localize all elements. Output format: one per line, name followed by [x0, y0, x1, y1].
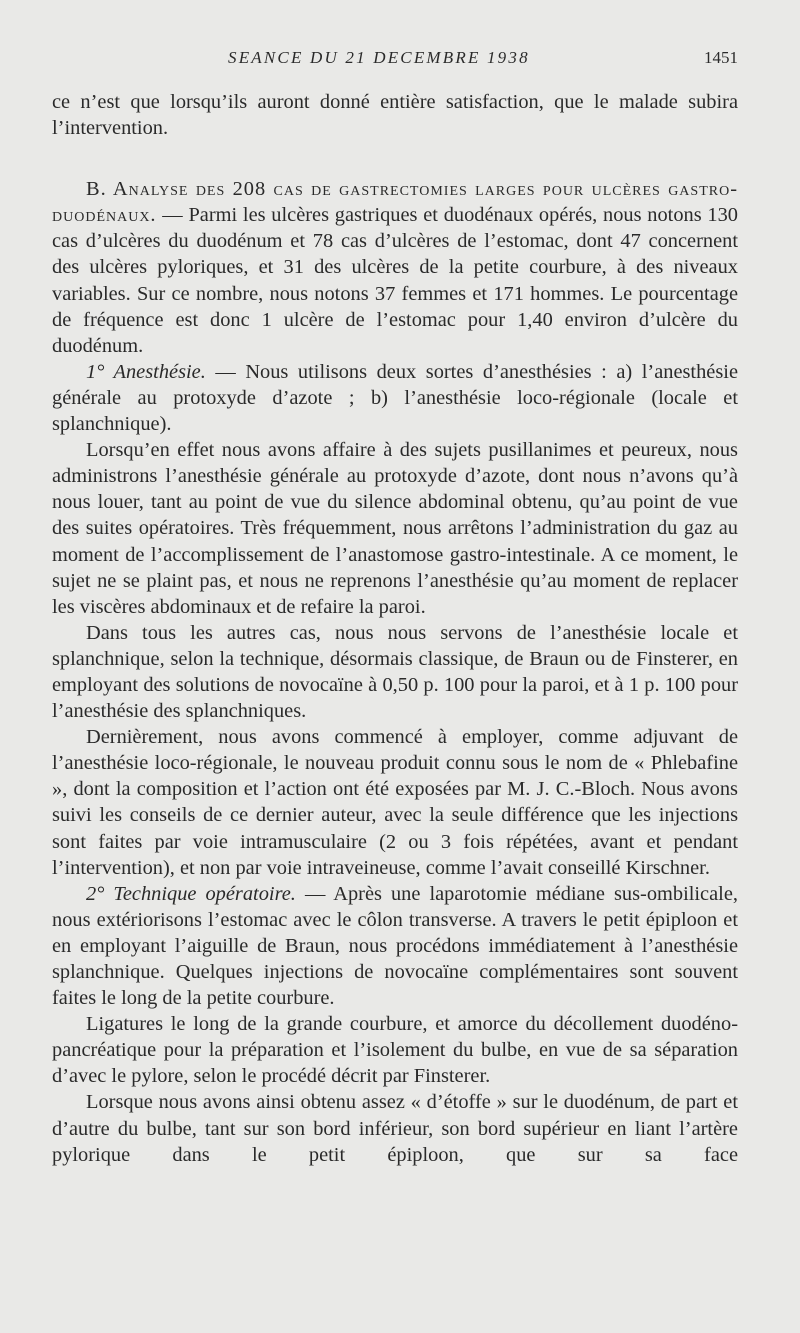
- paragraph-text: — Parmi les ulcères gastriques et duodénaux opérés, nous notons 130 cas d’ulcères du duodénum et 78 cas d’ulcères de l’estomac, dont 47 concernent des ulcères pyloriques, et 31 des ulcères de la petite courbure, à des niveaux variables. Sur ce nombre, nous notons 37 femmes et 171 hommes. Le pourcentage de fréquence est donc 1 ulcère de l’estomac pour 1,40 environ d’ulcère du duodénum.: [52, 204, 738, 357]
- paragraph-text: — Nous utilisons deux sortes d’anesthésies : a) l’anesthésie générale au protoxyde d’azote ; b) l’anesthésie loco-régionale (locale et splanchnique).: [52, 360, 738, 436]
- subsection-paragraph: [52, 881, 738, 1011]
- subsection-paragraph: [52, 359, 738, 437]
- paragraph: ce n’est que lorsqu’ils auront donné entière satisfaction, que le malade subira l’intervention.: [52, 91, 738, 140]
- paragraph: Dernièrement, nous avons commencé à employer, comme adjuvant de l’anesthésie loco-régionale, le nouveau produit connu sous le nom de « Phlebafine », dont la composition et l’action ont été exposées par M. J. C.-Bloch. Nous avons suivi les conseils de ce dernier auteur, avec la seule différence que les injections sont faites par voie intramusculaire (2 ou 3 fois répétées, avant et pendant l’intervention), et non par voie intraveineuse, comme l’avait conseillé Kirschner.: [52, 726, 738, 879]
- body-text: [52, 89, 738, 1168]
- paragraph: Lorsque nous avons ainsi obtenu assez « d’étoffe » sur le duodénum, de part et d’autre du bulbe, tant sur son bord inférieur, son bord supérieur en liant l’artère pylorique dans le petit épiploon, que sur sa face: [52, 1091, 738, 1166]
- paragraph: Ligatures le long de la grande courbure, et amorce du décollement duodéno-pancréatique pour la préparation et l’isolement du bulbe, en vue de sa séparation d’avec le pylore, selon le procédé décrit par Finsterer.: [52, 1013, 738, 1088]
- paragraph-text: — Après une laparotomie médiane sus-ombilicale, nous extériorisons l’estomac avec le côlon transverse. A travers le petit épiploon et en employant l’aiguille de Braun, nous procédons immédiatement à l’anesthésie splanchnique. Quelques injections de novocaïne complémentaires sont souvent faites le long de la petite courbure.: [52, 882, 738, 1010]
- paragraph: Lorsqu’en effet nous avons affaire à des sujets pusillanimes et peureux, nous administrons l’anesthésie générale au protoxyde d’azote, dont nous n’avons qu’à nous louer, tant au point de vue du silence abdominal obtenu, qu’au point de vue des suites opératoires. Très fréquemment, nous arrêtons l’administration du gaz au moment de l’accomplissement de l’anastomose gastro-intestinale. A ce moment, le sujet ne se plaint pas, et nous ne reprenons l’anesthésie qu’au moment de replacer les viscères abdominaux et de refaire la paroi.: [52, 439, 738, 618]
- page-number: 1451: [704, 48, 738, 67]
- running-header: [52, 48, 738, 74]
- paragraph: Dans tous les autres cas, nous nous servons de l’anesthésie locale et splanchnique, selon la technique, désormais classique, de Braun ou de Finsterer, en employant des solutions de novocaïne à 0,50 p. 100 pour la paroi, et à 1 p. 100 pour l’anesthésie des splanchniques.: [52, 621, 738, 723]
- section-gap: [52, 141, 738, 176]
- subsection-heading: 1° Anesthésie.: [86, 360, 206, 383]
- subsection-heading: 2° Technique opératoire.: [86, 882, 296, 905]
- section-paragraph: [52, 176, 738, 359]
- header-title: SEANCE DU 21 DECEMBRE 1938: [228, 48, 530, 67]
- section-heading: B. Analyse des 208 cas de gastrectomies larges pour ulcères gastro-duodénaux.: [52, 178, 738, 227]
